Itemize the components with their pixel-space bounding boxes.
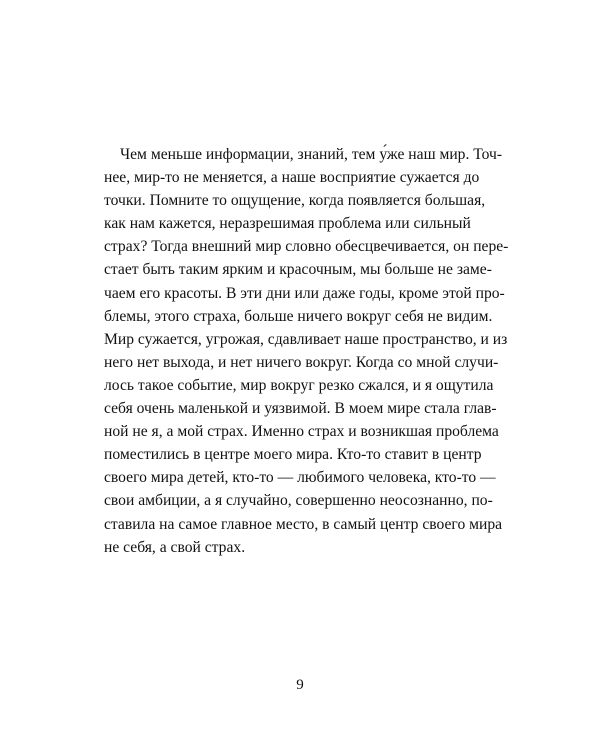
- text-line: поместились в центре моего мира. Кто-то ставит в центр: [104, 446, 482, 464]
- text-line: ставила на самое главное место, в самый центр своего мира: [104, 515, 503, 533]
- text-line: страх? Тогда внешний мир словно обесцвечивается, он пере-: [104, 238, 509, 256]
- text-line: него нет выхода, и нет ничего вокруг. Когда со мной случи-: [104, 353, 499, 371]
- text-line: не себя, а свой страх.: [104, 538, 246, 556]
- text-line: чаем его красоты. В эти дни или даже годы, кроме этой про-: [104, 284, 505, 302]
- text-line: как нам кажется, неразрешимая проблема или сильный: [104, 215, 471, 233]
- text-line: нее, мир-то не меняется, а наше восприятие сужается до: [104, 169, 480, 187]
- text-line: себя очень маленькой и уязвимой. В моем мире стала глав-: [104, 400, 497, 418]
- text-line: точки. Помните то ощущение, когда появляется большая,: [104, 192, 486, 210]
- text-line: стает быть таким ярким и красочным, мы больше не заме-: [104, 261, 492, 279]
- text-line: лось такое событие, мир вокруг резко сжался, и я ощутила: [104, 376, 494, 394]
- text-line: Мир сужается, угрожая, сдавливает наше пространство, и из: [104, 330, 508, 348]
- text-line: Чем меньше информации, знаний, тем у́же наш мир. Точ-: [120, 146, 503, 163]
- text-line: свои амбиции, а я случайно, совершенно неосознанно, по-: [104, 492, 493, 510]
- text-line: блемы, этого страха, больше ничего вокруг себя не видим.: [104, 307, 493, 325]
- body-paragraph: [104, 143, 509, 559]
- text-line: ной не я, а мой страх. Именно страх и возникшая проблема: [104, 423, 499, 441]
- text-line: своего мира детей, кто-то — любимого человека, кто-то —: [104, 469, 496, 487]
- page-number: 9: [296, 677, 304, 693]
